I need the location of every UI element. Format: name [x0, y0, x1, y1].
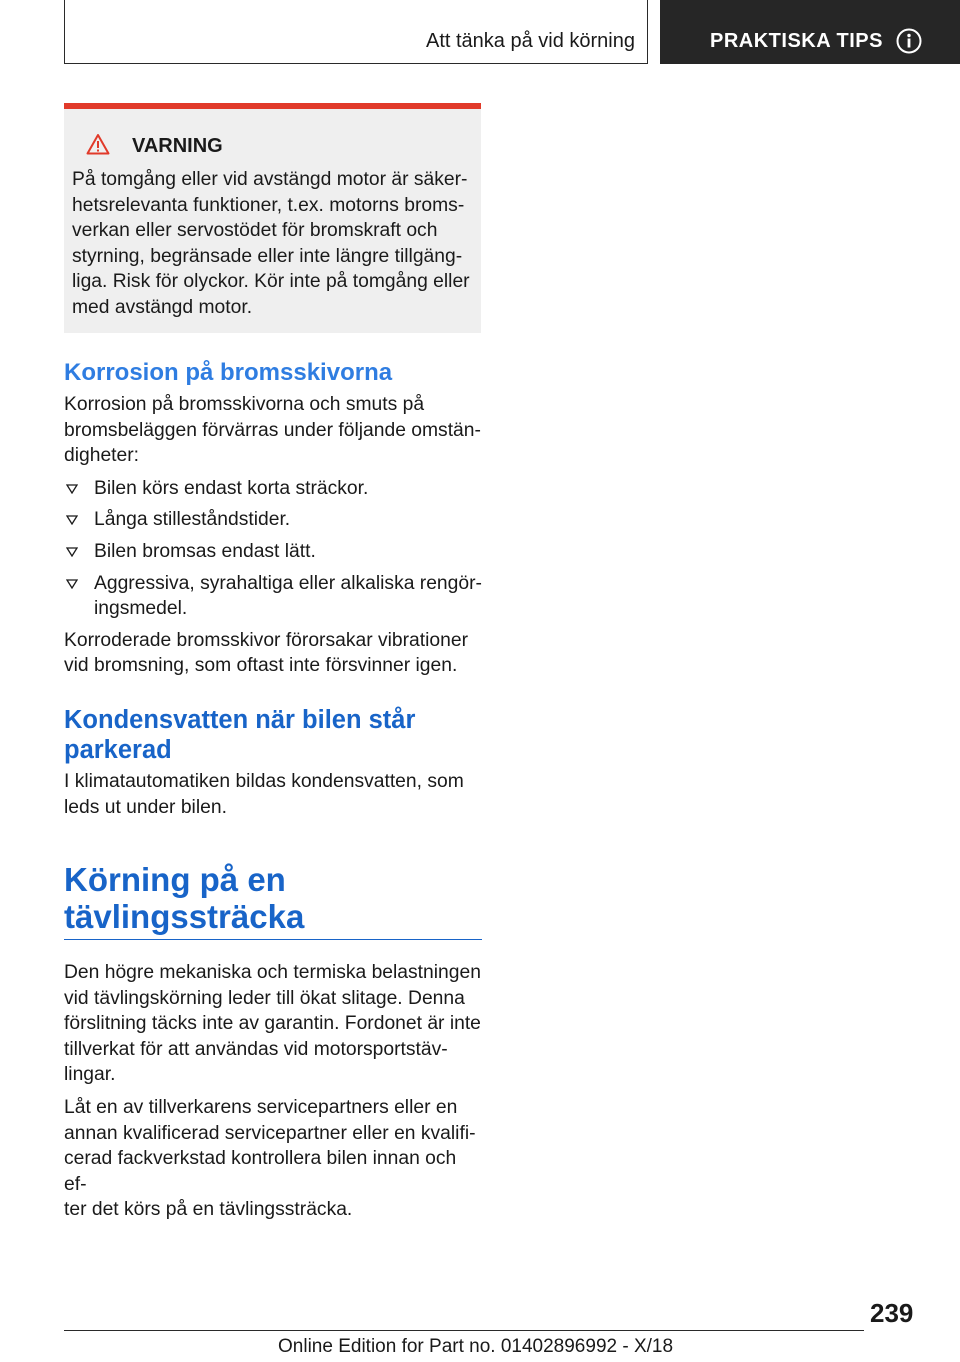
condensation-text	[64, 769, 482, 820]
warning-box	[64, 103, 481, 333]
warning-line: med avstängd motor.	[72, 296, 253, 318]
list-item-text: Aggressiva, syrahaltiga eller alkaliska rengör-	[94, 572, 482, 594]
warning-text	[72, 167, 472, 321]
heading-divider	[64, 939, 482, 940]
edition-text: Online Edition for Part no. 01402896992 - X/18	[278, 1336, 674, 1357]
racetrack-heading	[64, 861, 482, 935]
warning-line: styrning, begränsade eller inte längre tillgäng-	[72, 245, 463, 267]
condensation-heading	[64, 705, 482, 765]
corrosion-conditions-list	[64, 476, 482, 622]
list-item	[64, 571, 482, 622]
list-item-text: Bilen körs endast korta sträckor.	[94, 477, 369, 499]
text-line: Den högre mekaniska och termiska belastningen	[64, 962, 481, 983]
text-line: Låt en av tillverkarens servicepartners eller en	[64, 1096, 458, 1118]
warning-line: liga. Risk för olyckor. Kör inte på tomgång eller	[72, 271, 470, 293]
heading-line: Körning på en	[64, 861, 286, 898]
heading-line: tävlingssträcka	[64, 898, 305, 935]
warning-triangle-icon	[86, 133, 110, 155]
text-line: Korrosion på bromsskivorna och smuts på	[64, 394, 425, 415]
list-item-text: Långa stilleståndstider.	[94, 509, 291, 531]
list-item	[64, 539, 482, 565]
list-item	[64, 476, 482, 502]
list-item	[64, 507, 482, 533]
racetrack-section	[64, 861, 482, 1223]
text-line: vid tävlingskörning leder till ökat slitage. Denna	[64, 987, 465, 1009]
text-line: digheter:	[64, 445, 140, 467]
text-line: Korroderade bromsskivor förorsakar vibrationer	[64, 629, 468, 651]
list-item-text: ingsmedel.	[94, 598, 188, 620]
text-line: ter det körs på en tävlingssträcka.	[64, 1199, 353, 1221]
warning-line: verkan eller servostödet för bromskraft och	[72, 220, 438, 242]
triangle-bullet-icon	[66, 515, 78, 525]
triangle-bullet-icon	[66, 484, 78, 494]
info-icon	[896, 28, 922, 54]
triangle-bullet-icon	[66, 579, 78, 589]
footer-divider	[64, 1330, 864, 1331]
text-line: lingar.	[64, 1064, 116, 1086]
corrosion-intro	[64, 392, 482, 469]
text-line: I klimatautomatiken bildas kondensvatten, som	[64, 771, 464, 792]
condensation-section	[64, 705, 482, 820]
racetrack-paragraph-2	[64, 1095, 482, 1223]
corrosion-heading: Korrosion på bromsskivorna	[64, 359, 393, 386]
chapter-title: PRAKTISKA TIPS	[710, 30, 883, 52]
triangle-bullet-icon	[66, 547, 78, 557]
corrosion-outro	[64, 628, 482, 679]
heading-line: parkerad	[64, 736, 172, 764]
chapter-tab	[660, 0, 960, 64]
heading-line: Kondensvatten när bilen står	[64, 706, 416, 734]
corrosion-section	[64, 358, 482, 679]
text-line: leds ut under bilen.	[64, 796, 227, 818]
running-header-left	[64, 0, 648, 64]
racetrack-paragraph-1	[64, 960, 482, 1088]
text-line: bromsbeläggen förvärras under följande omstän-	[64, 419, 481, 441]
text-line: tillverkat för att användas vid motorsportstäv-	[64, 1038, 448, 1060]
text-line: cerad fackverkstad kontrollera bilen innan och ef-	[64, 1148, 457, 1195]
text-line: förslitning täcks inte av garantin. Fordonet är inte	[64, 1013, 481, 1035]
warning-title: VARNING	[132, 135, 223, 157]
warning-line: På tomgång eller vid avstängd motor är säker-	[72, 169, 468, 190]
text-line: vid bromsning, som oftast inte försvinner igen.	[64, 655, 458, 677]
list-item-text: Bilen bromsas endast lätt.	[94, 540, 316, 562]
page-number: 239	[870, 1298, 914, 1328]
section-title: Att tänka på vid körning	[425, 30, 635, 52]
warning-line: hetsrelevanta funktioner, t.ex. motorns broms-	[72, 194, 465, 216]
text-line: annan kvalificerad servicepartner eller en kvalifi-	[64, 1122, 476, 1144]
